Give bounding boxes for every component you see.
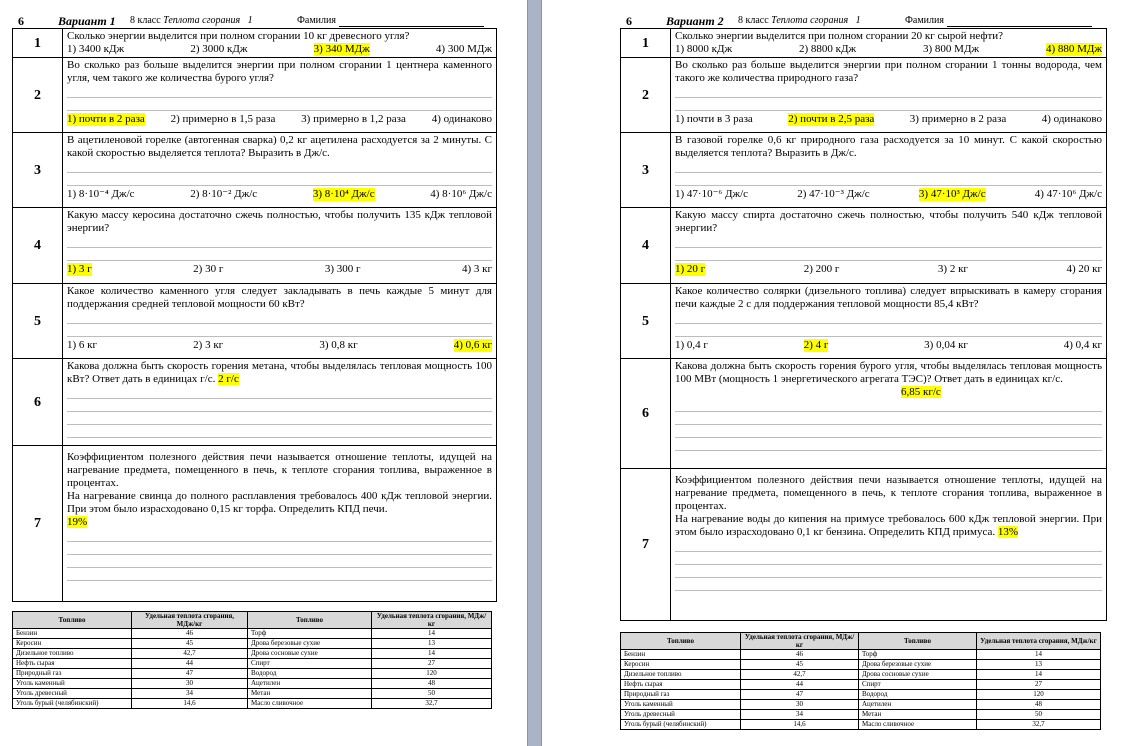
fuel-value-cell: 34 [741, 710, 859, 720]
tasks-table [620, 28, 1107, 621]
answer-option[interactable]: 2) примерно в 1,5 раза [170, 113, 276, 125]
fuel-name-cell: Дизельное топливо [621, 670, 741, 680]
task-row [621, 284, 1107, 359]
answer-line[interactable] [67, 399, 492, 412]
task-number: 7 [621, 469, 671, 621]
answer-option[interactable]: 2) 47·10⁻³ Дж/с [797, 188, 870, 200]
grade-topic [130, 15, 253, 26]
task-row [621, 29, 1107, 58]
answer-options [675, 43, 1102, 56]
answer-line[interactable] [675, 399, 1102, 412]
fuel-name-cell: Водород [859, 690, 977, 700]
task-row [13, 359, 497, 446]
answer-option[interactable]: 4) 300 МДж [435, 43, 492, 55]
fuel-value-cell: 120 [977, 690, 1101, 700]
fuel-name-cell: Метан [248, 689, 372, 699]
fuel-table-row [621, 680, 1101, 690]
answer-option[interactable]: 1) 3 г [67, 263, 92, 275]
page-gap-divider [527, 0, 542, 746]
task-content [671, 29, 1107, 58]
fuel-value-cell: 45 [741, 660, 859, 670]
task-text: Какое количество солярки (дизельного топлива) следует впрыскивать в камеру сгорания печи каждые 2 с для поддержания тепловой мощности 85,4 кВт? [675, 285, 1102, 310]
answer-option[interactable]: 4) 0,4 кг [1063, 339, 1102, 351]
task-content [63, 284, 497, 359]
fuel-value-cell: 42,7 [741, 670, 859, 680]
task-text-body: Какова должна быть скорость горения бурого угля, чтобы выделялась тепловая мощность 100 МВт (мощность 1 энергетического агрегата ТЭС)? Ответ дать в единицах кг/с. [675, 360, 1102, 385]
answer-option[interactable]: 2) 3 кг [193, 339, 224, 351]
surname-label: Фамилия [297, 15, 336, 26]
topic-label: Теплота сгорания [163, 15, 241, 26]
task-number: 4 [621, 208, 671, 284]
task-text: Сколько энергии выделится при полном сгорании 20 кг сырой нефти? [675, 30, 1004, 42]
fuel-name-cell: Уголь бурый (челябинский) [13, 699, 132, 709]
task-content [63, 29, 497, 58]
answer-line[interactable] [675, 412, 1102, 425]
answer-option[interactable]: 2) 8·10⁻² Дж/с [190, 188, 258, 200]
answer-option[interactable]: 2) 4 г [803, 339, 829, 351]
fuel-table-header [621, 633, 1101, 650]
answer-option[interactable]: 3) 800 МДж [923, 43, 980, 55]
fuel-value-cell: 32,7 [977, 720, 1101, 730]
fuel-name-cell: Ацетилен [859, 700, 977, 710]
task-row [13, 133, 497, 208]
fuel-value-cell: 14 [977, 670, 1101, 680]
task-content [671, 133, 1107, 208]
answer-line[interactable] [675, 173, 1102, 186]
answer-option[interactable]: 4) 8·10⁶ Дж/с [430, 188, 492, 200]
fuel-name-cell: Дрова сосновые сухие [859, 670, 977, 680]
task-text: Коэффициентом полезного действия печи называется отношение теплоты, идущей на нагревание предмета, помещенного в печь, к теплоте сгорания топлива, выраженное в процентах. [67, 451, 492, 489]
fuel-value-cell: 30 [132, 679, 248, 689]
task-text: Какое количество каменного угля следует закладывать в печь каждые 5 минут для поддержания средней тепловой мощности 60 кВт? [67, 285, 492, 310]
fuel-value-cell: 46 [741, 650, 859, 660]
fuel-value-cell: 14 [372, 629, 492, 639]
answer-option[interactable]: 4) 3 кг [461, 263, 492, 275]
fuel-heat-table [620, 632, 1101, 730]
grade-label: 8 класс [130, 15, 161, 26]
fuel-table-row [13, 629, 492, 639]
surname-label: Фамилия [905, 15, 944, 26]
variant-title: Вариант 1 [58, 14, 116, 28]
header-fuel: Топливо [248, 612, 372, 629]
answer-option[interactable]: 2) 30 г [193, 263, 224, 275]
answer-line[interactable] [67, 248, 492, 261]
task-content [671, 58, 1107, 133]
fuel-value-cell: 14,6 [132, 699, 248, 709]
answer-option[interactable]: 4) одинаково [1041, 113, 1102, 125]
task-content [671, 284, 1107, 359]
header-fuel: Топливо [859, 633, 977, 650]
fuel-table-row [13, 669, 492, 679]
task-content [63, 58, 497, 133]
task-number: 5 [621, 284, 671, 359]
answer-option[interactable]: 1) 6 кг [67, 339, 98, 351]
answer-option[interactable]: 4) 880 МДж [1045, 43, 1102, 55]
fuel-value-cell: 13 [372, 639, 492, 649]
answer-options [675, 339, 1102, 352]
task-text: В газовой горелке 0,6 кг природного газа расходуется за 10 минут. С какой скоростью выделяется теплота? Выразить в Дж/с. [675, 134, 1102, 159]
surname-field-line[interactable] [339, 26, 484, 27]
fuel-table-row [621, 710, 1101, 720]
answer-line[interactable] [67, 412, 492, 425]
fuel-table-row [621, 670, 1101, 680]
header-heat: Удельная теплота сгорания, МДж/кг [977, 633, 1101, 650]
task-row [621, 58, 1107, 133]
answer-option[interactable]: 2) 8800 кДж [799, 43, 857, 55]
task-content [671, 359, 1107, 469]
answer-option[interactable]: 3) примерно в 2 раза [909, 113, 1007, 125]
answer-highlight: 13% [997, 526, 1019, 538]
fuel-name-cell: Нефть сырая [13, 659, 132, 669]
answer-option[interactable]: 3) 8·10⁴ Дж/с [312, 188, 375, 200]
task-content [63, 446, 497, 602]
fuel-value-cell: 13 [977, 660, 1101, 670]
task-text: В ацетиленовой горелке (автогенная сварка) 0,2 кг ацетилена расходуется за 2 минуты. С какой скоростью выделяется теплота? Выразить в Дж/с. [67, 134, 492, 159]
page-number: 6 [626, 14, 632, 28]
answer-line[interactable] [675, 539, 1102, 552]
answer-line[interactable] [675, 578, 1102, 591]
fuel-name-cell: Дрова березовые сухие [859, 660, 977, 670]
task-content [63, 133, 497, 208]
task-text [67, 360, 492, 386]
answer-line[interactable] [675, 248, 1102, 261]
page-header [12, 0, 497, 28]
answer-line[interactable] [675, 438, 1102, 451]
answer-line[interactable] [67, 425, 492, 438]
fuel-table-row [13, 639, 492, 649]
fuel-value-cell: 32,7 [372, 699, 492, 709]
fuel-table-row [13, 699, 492, 709]
answer-option[interactable]: 3) примерно в 1,2 раза [301, 113, 406, 125]
answer-line[interactable] [675, 552, 1102, 565]
answer-option[interactable]: 2) 200 г [803, 263, 840, 275]
task-text [675, 360, 1102, 386]
fuel-table-row [621, 690, 1101, 700]
task-number: 7 [13, 446, 63, 602]
fuel-value-cell: 27 [977, 680, 1101, 690]
fuel-table-row [621, 720, 1101, 730]
fuel-name-cell: Торф [859, 650, 977, 660]
task-row [13, 208, 497, 284]
fuel-name-cell: Природный газ [621, 690, 741, 700]
answer-line[interactable] [675, 425, 1102, 438]
fuel-name-cell: Керосин [13, 639, 132, 649]
answer-option[interactable]: 3) 300 г [324, 263, 361, 275]
answer-line[interactable] [67, 386, 492, 399]
answer-line[interactable] [67, 311, 492, 324]
answer-option[interactable]: 1) 3400 кДж [67, 43, 125, 55]
answer-option[interactable]: 2) почти в 2,5 раза [788, 113, 875, 125]
answer-option[interactable]: 1) почти в 2 раза [67, 113, 145, 125]
fuel-value-cell: 46 [132, 629, 248, 639]
answer-option[interactable]: 3) 47·10³ Дж/с [918, 188, 986, 200]
answer-line[interactable] [675, 160, 1102, 173]
fuel-name-cell: Ацетилен [248, 679, 372, 689]
fuel-name-cell: Дизельное топливо [13, 649, 132, 659]
answer-line[interactable] [67, 324, 492, 337]
answer-option[interactable]: 3) 2 кг [937, 263, 968, 275]
fuel-name-cell: Уголь древесный [13, 689, 132, 699]
fuel-name-cell: Дрова березовые сухие [248, 639, 372, 649]
fuel-value-cell: 48 [372, 679, 492, 689]
task-row [13, 29, 497, 58]
answer-option[interactable]: 3) 0,8 кг [319, 339, 358, 351]
fuel-name-cell: Масло сливочное [859, 720, 977, 730]
fuel-table-row [13, 659, 492, 669]
header-heat: Удельная теплота сгорания, МДж/кг [132, 612, 248, 629]
header-fuel: Топливо [621, 633, 741, 650]
fuel-name-cell: Бензин [621, 650, 741, 660]
task-row [13, 446, 497, 602]
variant-title: Вариант 2 [666, 14, 724, 28]
fuel-value-cell: 50 [372, 689, 492, 699]
fuel-name-cell: Спирт [248, 659, 372, 669]
answer-line[interactable] [675, 98, 1102, 111]
answer-option[interactable]: 3) 0,04 кг [924, 339, 968, 351]
fuel-value-cell: 44 [741, 680, 859, 690]
task-number: 1 [13, 29, 63, 58]
task-row [621, 133, 1107, 208]
fuel-value-cell: 14,6 [741, 720, 859, 730]
fuel-value-cell: 14 [372, 649, 492, 659]
fuel-table-row [13, 689, 492, 699]
task-number: 2 [13, 58, 63, 133]
fuel-value-cell: 30 [741, 700, 859, 710]
fuel-name-cell: Дрова сосновые сухие [248, 649, 372, 659]
fuel-name-cell: Метан [859, 710, 977, 720]
answer-line[interactable] [675, 235, 1102, 248]
fuel-table-header [13, 612, 492, 629]
answer-line[interactable] [67, 160, 492, 173]
fuel-value-cell: 44 [132, 659, 248, 669]
fuel-heat-table [12, 611, 492, 709]
header-heat: Удельная теплота сгорания, МДж/кг [372, 612, 492, 629]
fuel-name-cell: Уголь каменный [13, 679, 132, 689]
task-number: 6 [621, 359, 671, 469]
fuel-name-cell: Уголь каменный [621, 700, 741, 710]
task-number: 6 [13, 359, 63, 446]
task-number: 3 [621, 133, 671, 208]
answer-option[interactable]: 1) 0,4 г [675, 339, 708, 351]
task-text-2-body: На нагревание воды до кипения на примусе требовалось 600 кДж тепловой энергии. При этом было израсходовано 0,1 кг бензина. Определить КПД примуса. [675, 513, 1102, 538]
answer-option[interactable]: 1) 20 г [675, 263, 706, 275]
answer-option[interactable]: 4) 0,6 кг [453, 339, 492, 351]
answer-line[interactable] [675, 85, 1102, 98]
header-heat: Удельная теплота сгорания, МДж/кг [741, 633, 859, 650]
worksheet-page-variant2 [620, 0, 1107, 621]
fuel-value-cell: 50 [977, 710, 1101, 720]
answer-option[interactable]: 1) 8000 кДж [675, 43, 733, 55]
task-row [621, 359, 1107, 469]
fuel-table-row [621, 660, 1101, 670]
answer-line[interactable] [67, 555, 492, 568]
task-text: Сколько энергии выделится при полном сгорании 10 кг древесного угля? [67, 30, 410, 42]
answer-line[interactable] [67, 235, 492, 248]
answer-options [67, 113, 492, 126]
surname-field-line[interactable] [947, 26, 1092, 27]
worksheet-page-variant1 [12, 0, 497, 602]
header-fuel: Топливо [13, 612, 132, 629]
task-text: Во сколько раз больше выделится энергии при полном сгорании 1 тонны водорода, чем такого же количества природного газа? [675, 59, 1102, 84]
answer-line[interactable] [67, 568, 492, 581]
answer-line[interactable] [675, 311, 1102, 324]
fuel-value-cell: 45 [132, 639, 248, 649]
fuel-value-cell: 42,7 [132, 649, 248, 659]
answer-options [67, 339, 492, 352]
fuel-table-row [621, 700, 1101, 710]
answer-line[interactable] [675, 565, 1102, 578]
task-row [13, 284, 497, 359]
answer-line[interactable] [67, 85, 492, 98]
task-text: Коэффициентом полезного действия печи называется отношение теплоты, идущей на нагревание предмета, помещенного в печь, к теплоте сгорания топлива, выраженное в процентах. [675, 474, 1102, 512]
task-text: Во сколько раз больше выделится энергии при полном сгорании 1 центнера каменного угля, чем такого же количества бурого угля? [67, 59, 492, 84]
task-row [621, 208, 1107, 284]
task-row [13, 58, 497, 133]
task-content [63, 208, 497, 284]
fuel-table-row [13, 649, 492, 659]
fuel-name-cell: Масло сливочное [248, 699, 372, 709]
answer-options [67, 263, 492, 276]
task-number: 2 [621, 58, 671, 133]
fuel-table-row [621, 650, 1101, 660]
answer-highlight-wrap [675, 386, 1102, 399]
fuel-value-cell: 48 [977, 700, 1101, 710]
tasks-table [12, 28, 497, 602]
fuel-name-cell: Спирт [859, 680, 977, 690]
fuel-table-row [13, 679, 492, 689]
fuel-name-cell: Природный газ [13, 669, 132, 679]
page-number: 6 [18, 14, 24, 28]
task-number: 3 [13, 133, 63, 208]
answer-line[interactable] [67, 542, 492, 555]
fuel-name-cell: Бензин [13, 629, 132, 639]
fuel-name-cell: Нефть сырая [621, 680, 741, 690]
task-content [63, 359, 497, 446]
grade-topic [738, 15, 861, 26]
fuel-name-cell: Уголь древесный [621, 710, 741, 720]
task-number: 5 [13, 284, 63, 359]
answer-highlight: 19% [67, 516, 88, 528]
answer-line[interactable] [67, 173, 492, 186]
page-header [620, 0, 1107, 28]
answer-line[interactable] [675, 324, 1102, 337]
fuel-value-cell: 47 [132, 669, 248, 679]
answer-options [675, 113, 1102, 126]
fuel-name-cell: Уголь бурый (челябинский) [621, 720, 741, 730]
task-text: Какую массу керосина достаточно сжечь полностью, чтобы получить 135 кДж тепловой энергии? [67, 209, 492, 234]
task-text-2 [675, 513, 1102, 539]
task-text-2: На нагревание свинца до полного расплавления требовалось 400 кДж тепловой энергии. При этом было израсходовано 0,15 кг торфа. Определить КПД печи. [67, 490, 492, 515]
answer-option[interactable]: 4) одинаково [431, 113, 492, 125]
topic-number: 1 [247, 15, 253, 26]
fuel-value-cell: 14 [977, 650, 1101, 660]
answer-highlight-wrap [67, 516, 492, 529]
task-content [671, 208, 1107, 284]
task-text-body: Какова должна быть скорость горения метана, чтобы выделялась тепловая мощность 100 кВт? Ответ дать в единицах г/с. [67, 360, 492, 385]
answer-line[interactable] [67, 98, 492, 111]
fuel-name-cell: Водород [248, 669, 372, 679]
answer-option[interactable]: 4) 47·10⁶ Дж/с [1034, 188, 1102, 200]
answer-options [675, 188, 1102, 201]
task-number: 4 [13, 208, 63, 284]
fuel-value-cell: 27 [372, 659, 492, 669]
fuel-value-cell: 47 [741, 690, 859, 700]
fuel-name-cell: Керосин [621, 660, 741, 670]
answer-option[interactable]: 4) 20 кг [1066, 263, 1102, 275]
answer-option[interactable]: 3) 340 МДж [313, 43, 370, 55]
fuel-value-cell: 120 [372, 669, 492, 679]
topic-number: 1 [855, 15, 861, 26]
answer-options [675, 263, 1102, 276]
task-number: 1 [621, 29, 671, 58]
answer-options [67, 43, 492, 56]
answer-option[interactable]: 1) 8·10⁻⁴ Дж/с [67, 188, 135, 200]
answer-options [67, 188, 492, 201]
topic-label: Теплота сгорания [771, 15, 849, 26]
answer-option[interactable]: 1) почти в 3 раза [675, 113, 753, 125]
task-row [621, 469, 1107, 621]
fuel-name-cell: Торф [248, 629, 372, 639]
answer-option[interactable]: 2) 3000 кДж [190, 43, 248, 55]
answer-highlight: 2 г/с [218, 373, 239, 385]
grade-label: 8 класс [738, 15, 769, 26]
answer-option[interactable]: 1) 47·10⁻⁶ Дж/с [675, 188, 749, 200]
fuel-value-cell: 34 [132, 689, 248, 699]
answer-highlight: 6,85 кг/с [901, 386, 941, 398]
answer-line[interactable] [67, 529, 492, 542]
task-text: Какую массу спирта достаточно сжечь полностью, чтобы получить 540 кДж тепловой энергии? [675, 209, 1102, 234]
task-content [671, 469, 1107, 621]
